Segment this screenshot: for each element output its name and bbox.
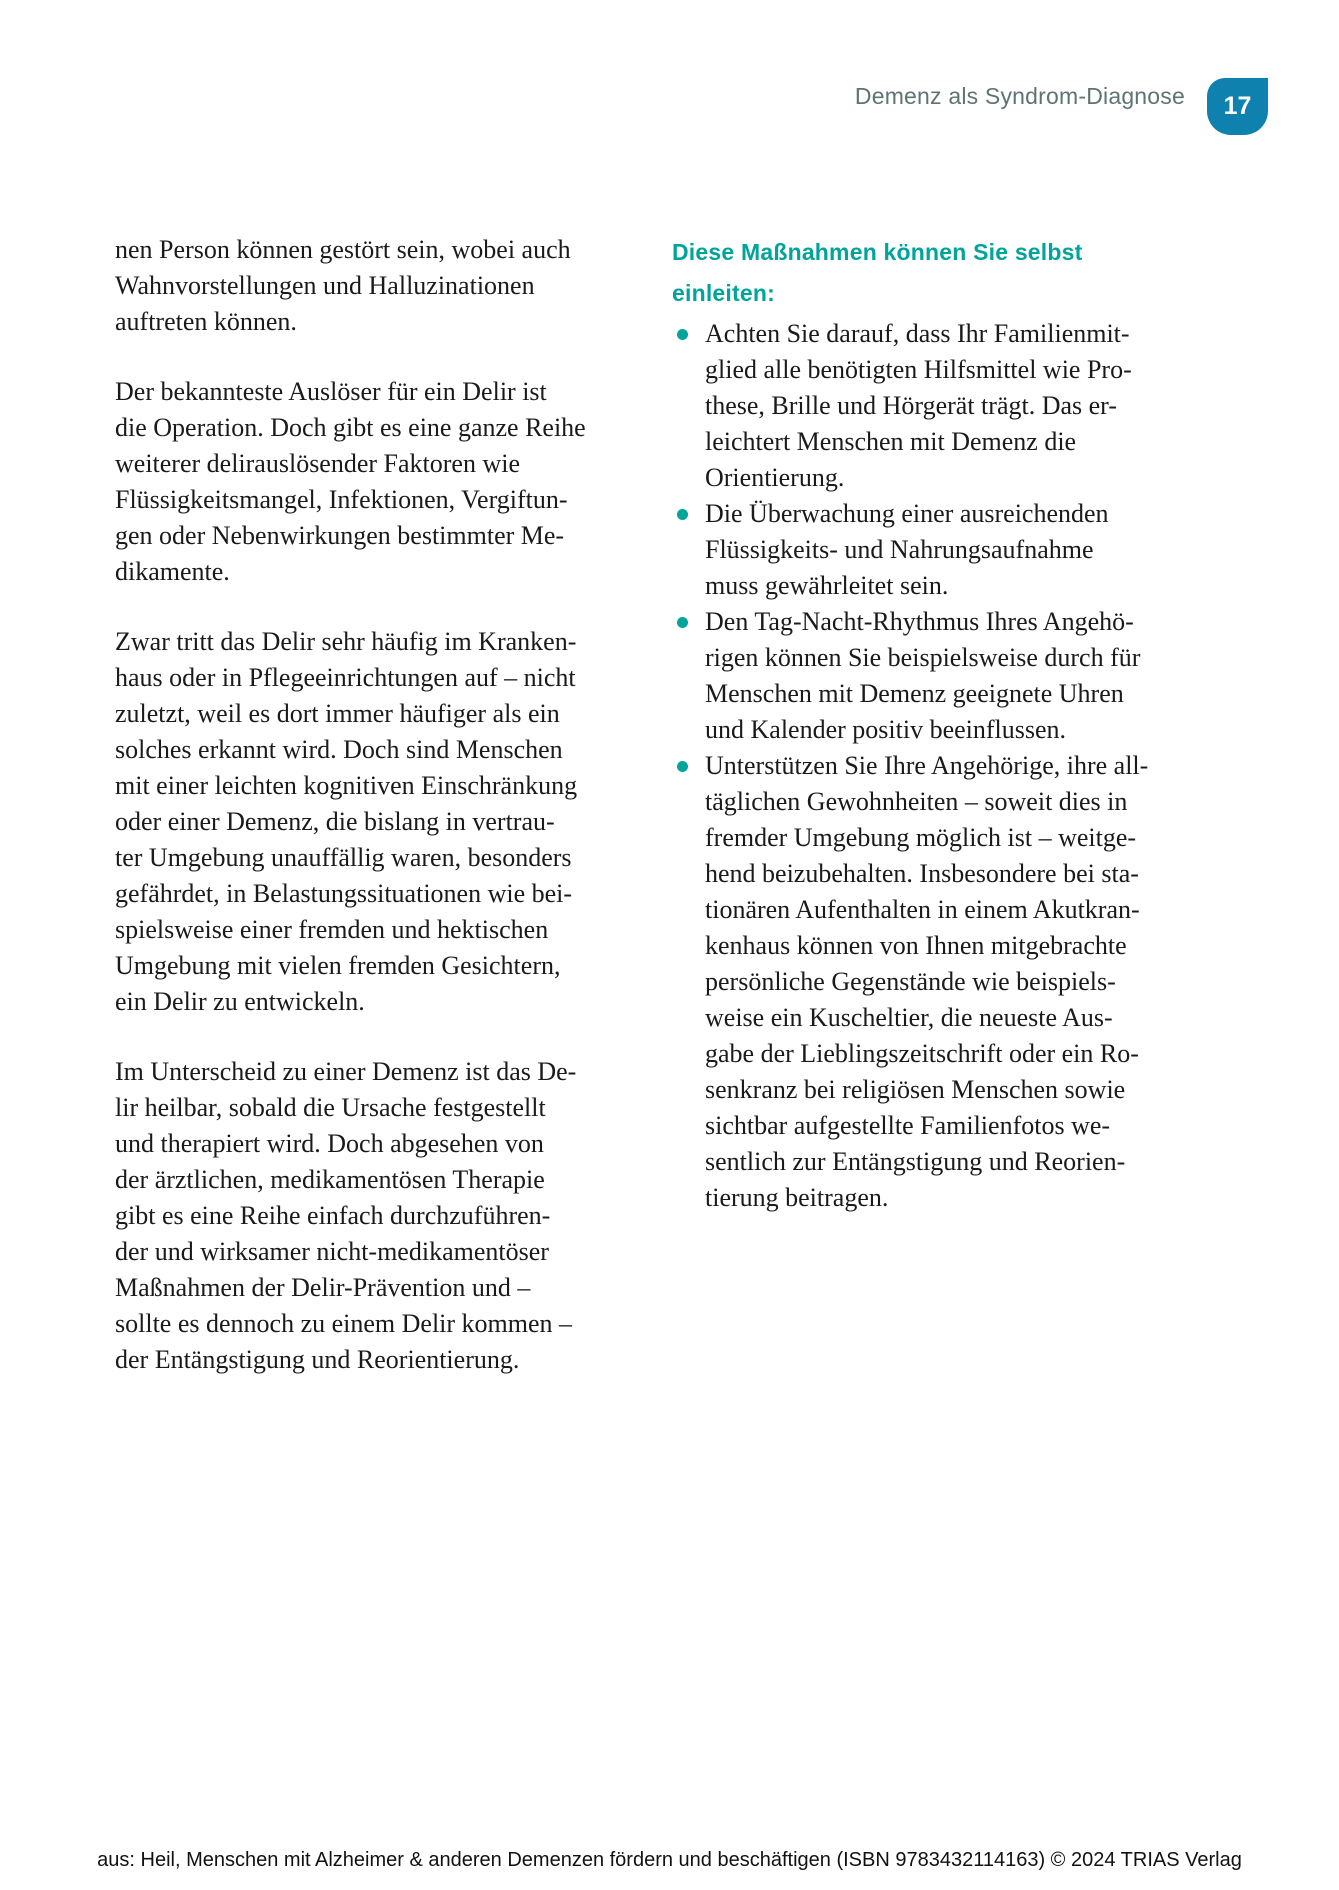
bullet-text: Unterstützen Sie Ihre Angehörige, ihre all- täglichen Gewohnheiten – soweit dies in fremder Umgebung möglich ist – weitge- hend beizubehalten. Insbesondere bei sta- tionären Aufenthalten in einem Akutkran- kenhaus können von Ihnen mitgebrachte persönliche Gegenstände wie beispiels- weise ein Kuscheltier, die neueste Aus- gabe der Lieblingszeitschrift oder ein Ro- senkranz bei religiösen Menschen sowie sichtbar aufgestellte Familienfotos we- sentlich zur Entängstigung und Reorien- tierung beitragen. [705, 751, 1149, 1212]
page-number: 17 [1223, 92, 1252, 120]
bullet-dot-icon [677, 761, 688, 772]
page-number-badge [1207, 78, 1268, 135]
list-item [672, 316, 1252, 496]
measures-heading: Diese Maßnahmen können Sie selbst einleiten: [672, 239, 1083, 306]
paragraph: Im Unterscheid zu einer Demenz ist das De- lir heilbar, sobald die Ursache festgestellt und therapiert wird. Doch abgesehen von der ärztlichen, medikamentösen Therapie gibt es eine Reihe einfach durchzuführen- der und wirksamer nicht-medikamentöser Maßnahmen der Delir-Prävention und – sollte es dennoch zu einem Delir kommen – der Entängstigung und Reorientierung. [115, 1057, 577, 1374]
bullet-dot-icon [677, 617, 688, 628]
bullet-text: Die Überwachung einer ausreichenden Flüssigkeits- und Nahrungsaufnahme muss gewährleitet sein. [705, 499, 1109, 600]
paragraph: Der bekannteste Auslöser für ein Delir ist die Operation. Doch gibt es eine ganze Reihe weiterer delirauslösender Faktoren wie Flüssigkeitsmangel, Infektionen, Vergiftun- gen oder Nebenwirkungen bestimmter Me- dikamente. [115, 377, 586, 586]
bullet-text: Den Tag-Nacht-Rhythmus Ihres Angehö- rigen können Sie beispielsweise durch für Menschen mit Demenz geeignete Uhren und Kalender positiv beeinflussen. [705, 607, 1141, 744]
list-item [672, 496, 1252, 604]
list-item [672, 604, 1252, 748]
footer-credit: aus: Heil, Menschen mit Alzheimer & anderen Demenzen fördern und beschäftigen (ISBN 9783432114163) © 2024 TRIAS Verlag [97, 1849, 1242, 1871]
paragraph: nen Person können gestört sein, wobei auch Wahnvorstellungen und Halluzinationen auftreten können. [115, 235, 571, 336]
running-title: Demenz als Syndrom-Diagnose [854, 83, 1185, 109]
right-column [672, 232, 1252, 1216]
bullet-list [672, 316, 1252, 1216]
bullet-dot-icon [677, 329, 688, 340]
left-column [115, 232, 690, 1378]
bullet-dot-icon [677, 509, 688, 520]
bullet-text: Achten Sie darauf, dass Ihr Familienmit- glied alle benötigten Hilfsmittel wie Pro- these, Brille und Hörgerät trägt. Das er- leichtert Menschen mit Demenz die Orientierung. [705, 319, 1132, 492]
paragraph: Zwar tritt das Delir sehr häufig im Kranken- haus oder in Pflegeeinrichtungen auf – nicht zuletzt, weil es dort immer häufiger als ein solches erkannt wird. Doch sind Menschen mit einer leichten kognitiven Einschränkung oder einer Demenz, die bislang in vertrau- ter Umgebung unauffällig waren, besonders gefährdet, in Belastungssituationen wie bei- spielsweise einer fremden und hektischen Umgebung mit vielen fremden Gesichtern, ein Delir zu entwickeln. [115, 627, 578, 1016]
list-item [672, 748, 1252, 1216]
